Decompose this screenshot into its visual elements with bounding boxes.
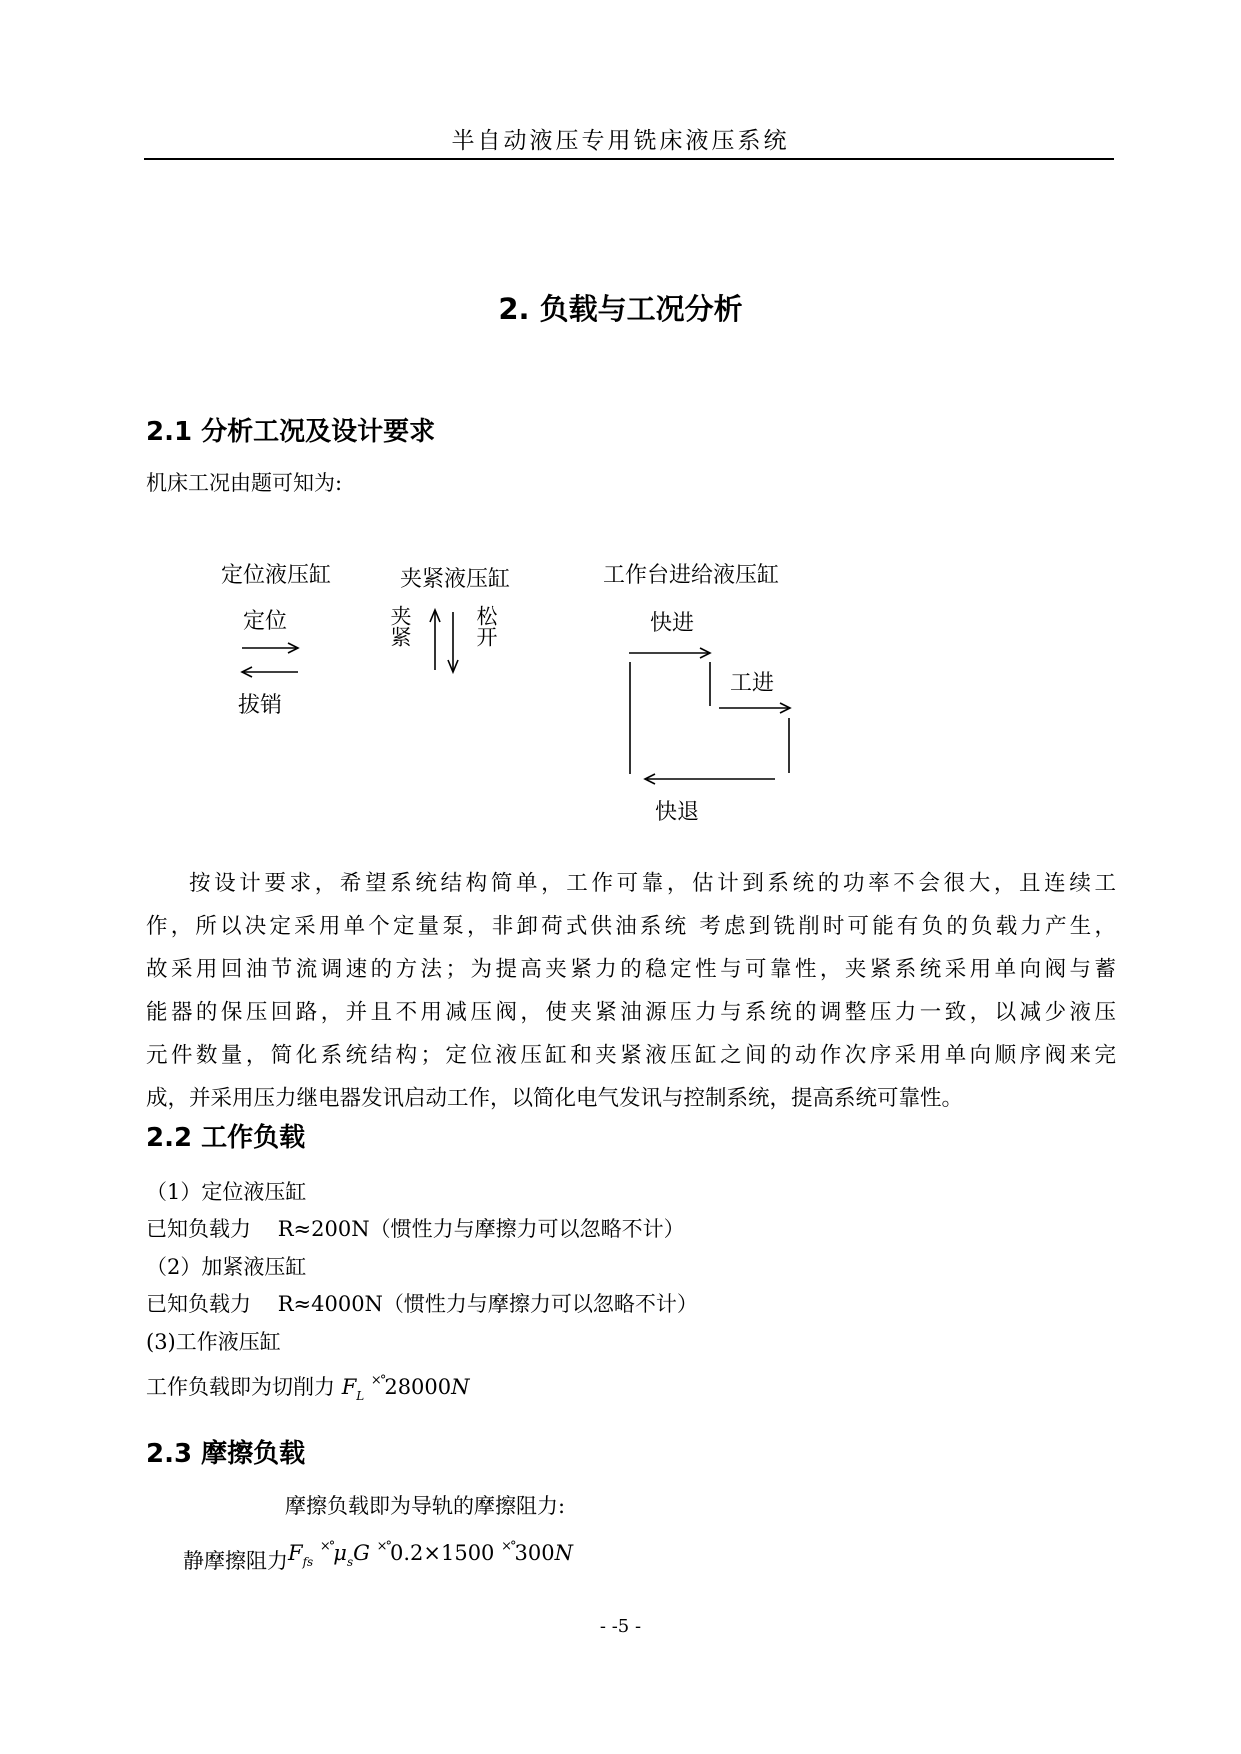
mu-subscript: s [346,1555,354,1569]
section-2-3-intro: 摩擦负载即为导轨的摩擦阻力: [285,1494,566,1518]
approx-symbol-2: ×° [376,1539,390,1554]
paragraph-line: 故采用回油节流调速的方法；为提高夹紧力的稳定性与可靠性，夹紧系统采用单向阀与蓄 [146,957,1116,982]
running-header-title: 半自动液压专用铣床液压系统 [451,128,790,154]
g-symbol: G [353,1541,370,1565]
work-feed-label: 工进 [730,671,775,696]
work-feed-arrowhead [780,703,790,713]
section-2-3-title: 2.3 摩擦负载 [146,1439,306,1469]
item3-text: 工作负载即为切削力 [146,1375,335,1399]
positioning-backward-arrowhead [242,667,252,677]
fast-forward-arrowhead [700,648,710,658]
section-2-1-title: 2.1 分析工况及设计要求 [146,417,436,447]
item2-label: （2）加紧液压缸 [146,1255,307,1279]
fast-return-label: 快退 [655,800,700,825]
approx-symbol: ×° [370,1373,385,1388]
force-symbol: F [341,1375,357,1399]
mu-symbol: μ [333,1541,347,1565]
paragraph-line: 元件数量，简化系统结构；定位液压缸和夹紧液压缸之间的动作次序采用单向顺序阀来完 [146,1043,1116,1068]
clamping-cylinder-title: 夹紧液压缸 [400,567,511,592]
item1-label: （1）定位液压缸 [146,1180,307,1204]
fast-forward-label: 快进 [650,611,695,636]
approx-symbol-3: ×° [501,1539,515,1554]
item1-load: 已知负载力 R≈200N（惯性力与摩擦力可以忽略不计） [146,1217,685,1241]
positioning-forward-arrowhead [288,643,298,653]
clamping-clamp-label: 夹紧 [388,605,412,647]
paragraph-line: 能器的保压回路，并且不用减压阀，使夹紧油源压力与系统的调整压力一致，以减少液压 [146,1000,1116,1025]
release-down-arrowhead [448,660,458,672]
item2-load: 已知负载力 R≈4000N（惯性力与摩擦力可以忽略不计） [146,1292,698,1316]
paragraph-line: 按设计要求，希望系统结构简单，工作可靠，估计到系统的功率不会很大，且连续工 [189,871,1116,896]
chapter-title: 2. 负载与工况分析 [498,292,743,326]
table-cylinder-title: 工作台进给液压缸 [603,563,780,588]
clamping-release-label: 松开 [474,605,498,647]
clamp-up-arrowhead [430,610,440,622]
f-symbol: F [288,1541,303,1565]
positioning-forward-label: 定位 [243,609,288,634]
positioning-cylinder-title: 定位液压缸 [221,563,332,588]
static-friction-label: 静摩擦阻力 [183,1549,288,1573]
design-requirements-paragraph [146,862,1116,1120]
paragraph-line: 作，所以决定采用单个定量泵，非卸荷式供油系统 考虑到铣削时可能有负的负载力产生， [146,914,1116,939]
friction-expression: 0.2×1500 [389,1541,495,1565]
page-number: - -5 - [599,1616,642,1637]
static-friction-formula [183,1535,573,1574]
paragraph-line: 成，并采用压力继电器发讯启动工作，以简化电气发讯与控制系统，提高系统可靠性。 [146,1086,964,1111]
fast-return-arrowhead [645,774,655,784]
f-subscript: fs [302,1555,314,1569]
approx-symbol-1: ×° [319,1539,334,1554]
friction-unit: N [554,1541,573,1565]
section-2-1-intro: 机床工况由题可知为: [146,471,343,495]
cutting-force-formula [146,1369,470,1408]
section-2-2-title: 2.2 工作负载 [146,1123,306,1153]
force-subscript: L [356,1389,365,1403]
item3-label: (3)工作液压缸 [146,1330,281,1354]
force-value: 28000 [384,1375,452,1399]
friction-result: 300 [514,1541,555,1565]
force-unit: N [451,1375,470,1399]
header-divider [144,158,1114,160]
positioning-backward-label: 拔销 [238,693,283,718]
